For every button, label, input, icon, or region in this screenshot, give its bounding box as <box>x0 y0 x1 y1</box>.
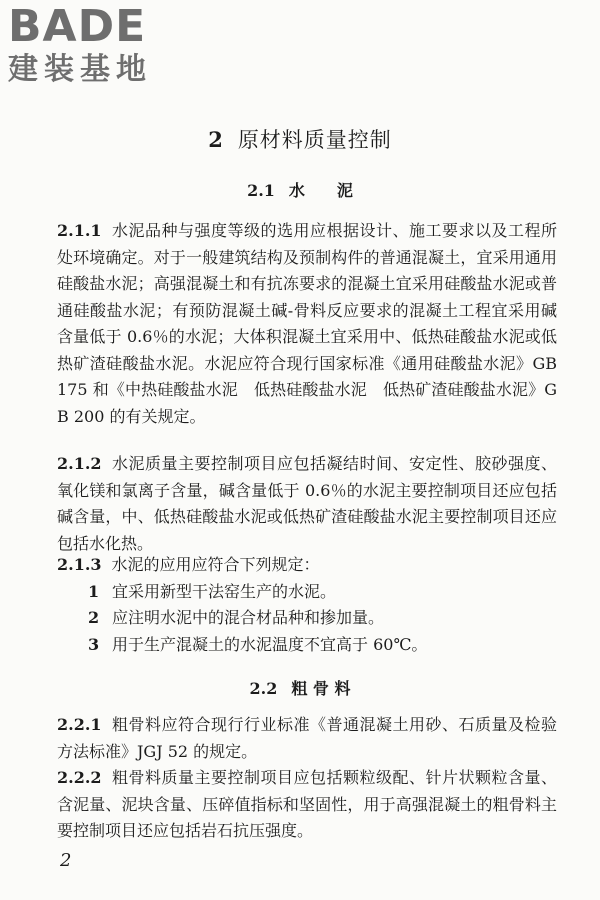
page-number: 2 <box>60 850 72 871</box>
section-heading: 水 泥 <box>288 181 353 200</box>
item-text: 应注明水泥中的混合材品种和掺加量。 <box>112 608 385 627</box>
clause-text: 水泥的应用应符合下列规定： <box>111 555 320 574</box>
clause-number: 2.1.3 <box>57 555 102 574</box>
section-number: 2.1 <box>247 181 275 200</box>
clause-number: 2.1.2 <box>57 454 102 473</box>
clause-2-2-1 <box>57 712 557 765</box>
logo-brand: BADE <box>8 1 147 52</box>
clause-item-1 <box>88 579 558 606</box>
clause-text: 粗骨料质量主要控制项目应包括颗粒级配、针片状颗粒含量、含泥量、泥块含量、压碎值指标和坚固性，用于高强混凝土的粗骨料主要控制项目还应包括岩石抗压强度。 <box>57 768 557 840</box>
clause-text: 水泥品种与强度等级的选用应根据设计、施工要求以及工程所处环境确定。对于一般建筑结构及预制构件的普通混凝土，宜采用通用硅酸盐水泥；高强混凝土和有抗冻要求的混凝土宜采用硅酸盐水泥或普通硅酸盐水泥；有预防混凝土碱-骨料反应要求的混凝土工程宜采用碱含量低于 0.6％的水泥；大体积混凝土宜采用中、低热硅酸盐水泥或低热矿渣硅酸盐水泥。水泥应符合现行国家标准《通用硅酸盐水泥》GB 175 和《中热硅酸盐水泥 低热硅酸盐水泥 低热矿渣硅酸盐水泥》GB 200 的有关规定。 <box>57 221 557 426</box>
clause-item-3 <box>88 632 558 659</box>
section-heading: 粗 骨 料 <box>291 679 351 698</box>
item-text: 用于生产混凝土的水泥温度不宜高于 60℃。 <box>112 635 428 654</box>
clause-number: 2.1.1 <box>57 221 102 240</box>
clause-number: 2.2.1 <box>57 715 102 734</box>
item-text: 宜采用新型干法窑生产的水泥。 <box>112 582 337 601</box>
chapter-title <box>0 124 600 154</box>
clause-number: 2.2.2 <box>57 768 102 787</box>
logo-subtitle: 建装基地 <box>8 52 152 87</box>
item-number: 3 <box>88 635 100 654</box>
chapter-heading: 原材料质量控制 <box>237 128 392 152</box>
section-number: 2.2 <box>249 679 278 698</box>
clause-2-1-3 <box>57 552 557 579</box>
clause-2-1-1 <box>57 218 557 430</box>
item-number: 2 <box>88 608 100 627</box>
item-number: 1 <box>88 582 100 601</box>
clause-text: 水泥质量主要控制项目应包括凝结时间、安定性、胶砂强度、氧化镁和氯离子含量，碱含量低于 0.6％的水泥主要控制项目还应包括碱含量，中、低热硅酸盐水泥或低热矿渣硅酸盐水泥主要控制项目还应包括水化热。 <box>57 454 557 553</box>
clause-text: 粗骨料应符合现行行业标准《普通混凝土用砂、石质量及检验方法标准》JGJ 52 的规定。 <box>57 715 557 761</box>
chapter-number: 2 <box>208 127 224 152</box>
clause-2-2-2 <box>57 765 557 845</box>
section-2-1-title <box>0 178 600 201</box>
publisher-logo <box>8 1 152 88</box>
clause-item-2 <box>88 605 558 632</box>
clause-2-1-2 <box>57 451 557 557</box>
section-2-2-title <box>0 676 600 699</box>
